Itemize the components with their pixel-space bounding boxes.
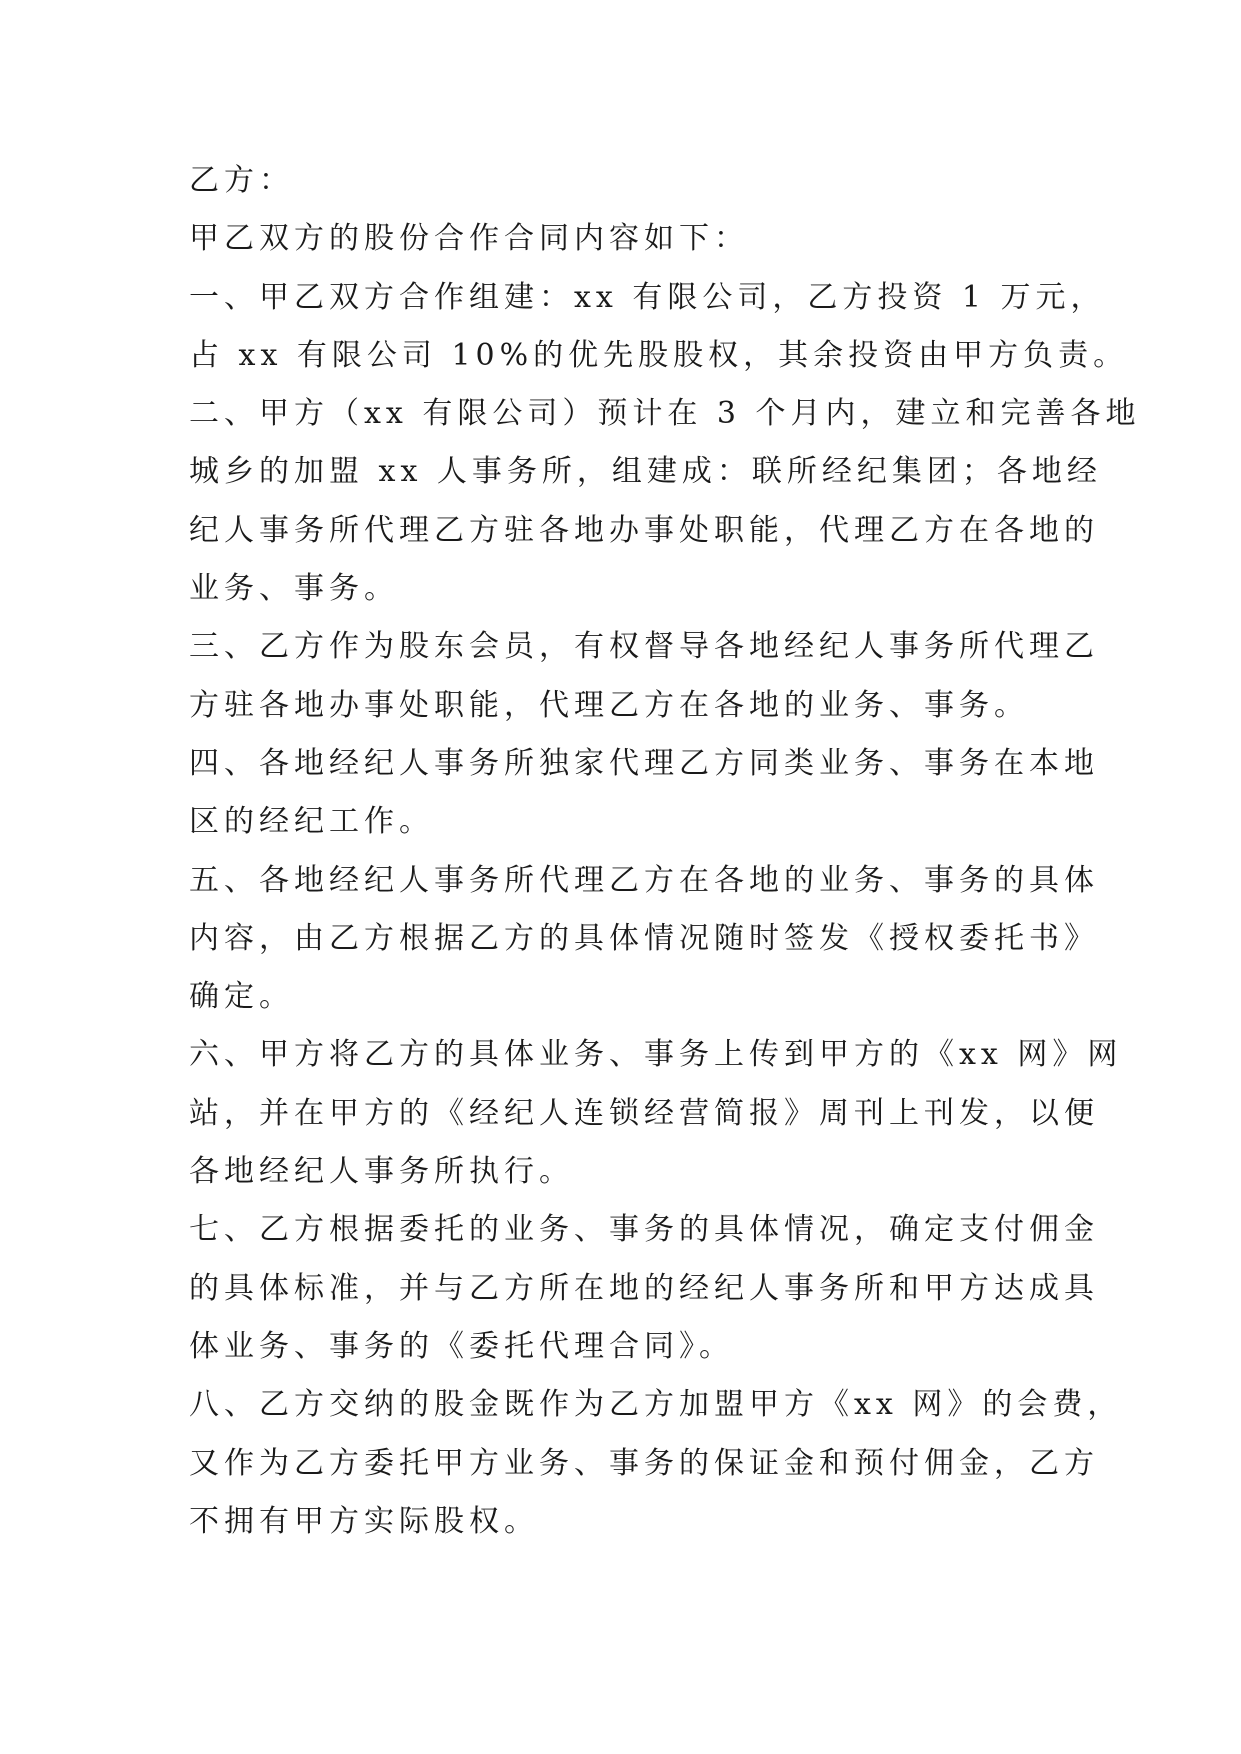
clause-1-line-1: 一、甲乙双方合作组建：xx 有限公司，乙方投资 1 万元， <box>189 279 1106 315</box>
clause-1-line-2: 占 xx 有限公司 10%的优先股股权，其余投资由甲方负责。 <box>189 337 1129 373</box>
clause-6-line-3: 各地经纪人事务所执行。 <box>189 1154 574 1190</box>
clause-8-line-2: 又作为乙方委托甲方业务、事务的保证金和预付佣金，乙方 <box>189 1445 1099 1481</box>
clause-2-line-4: 业务、事务。 <box>189 571 399 607</box>
party-b-label: 乙方： <box>189 163 294 198</box>
clause-7-line-2: 的具体标准，并与乙方所在地的经纪人事务所和甲方达成具 <box>189 1270 1099 1306</box>
clause-6-line-2: 站，并在甲方的《经纪人连锁经营简报》周刊上刊发，以便 <box>189 1095 1099 1131</box>
clause-2-line-2: 城乡的加盟 xx 人事务所，组建成：联所经纪集团；各地经 <box>189 454 1102 490</box>
clause-3-line-2: 方驻各地办事处职能，代理乙方在各地的业务、事务。 <box>189 687 1029 723</box>
clause-4-line-1: 四、各地经纪人事务所独家代理乙方同类业务、事务在本地 <box>189 745 1099 781</box>
clause-5-line-1: 五、各地经纪人事务所代理乙方在各地的业务、事务的具体 <box>189 862 1099 898</box>
clause-7-line-3: 体业务、事务的《委托代理合同》。 <box>189 1328 734 1364</box>
clause-7-line-1: 七、乙方根据委托的业务、事务的具体情况，确定支付佣金 <box>189 1212 1099 1248</box>
clause-8-line-1: 八、乙方交纳的股金既作为乙方加盟甲方《xx 网》的会费， <box>189 1387 1123 1423</box>
clause-4-line-2: 区的经纪工作。 <box>189 804 434 840</box>
document-body <box>189 152 1141 1551</box>
clause-3-line-1: 三、乙方作为股东会员，有权督导各地经纪人事务所代理乙 <box>189 629 1099 665</box>
clause-5-line-3: 确定。 <box>189 979 294 1015</box>
intro-line: 甲乙双方的股份合作合同内容如下： <box>189 221 749 257</box>
clause-8-line-3: 不拥有甲方实际股权。 <box>189 1503 539 1539</box>
clause-2-line-3: 纪人事务所代理乙方驻各地办事处职能，代理乙方在各地的 <box>189 512 1099 548</box>
clause-2-line-1: 二、甲方（xx 有限公司）预计在 3 个月内，建立和完善各地 <box>189 396 1141 432</box>
clause-6-line-1: 六、甲方将乙方的具体业务、事务上传到甲方的《xx 网》网 <box>189 1037 1123 1073</box>
clause-5-line-2: 内容，由乙方根据乙方的具体情况随时签发《授权委托书》 <box>189 920 1099 956</box>
